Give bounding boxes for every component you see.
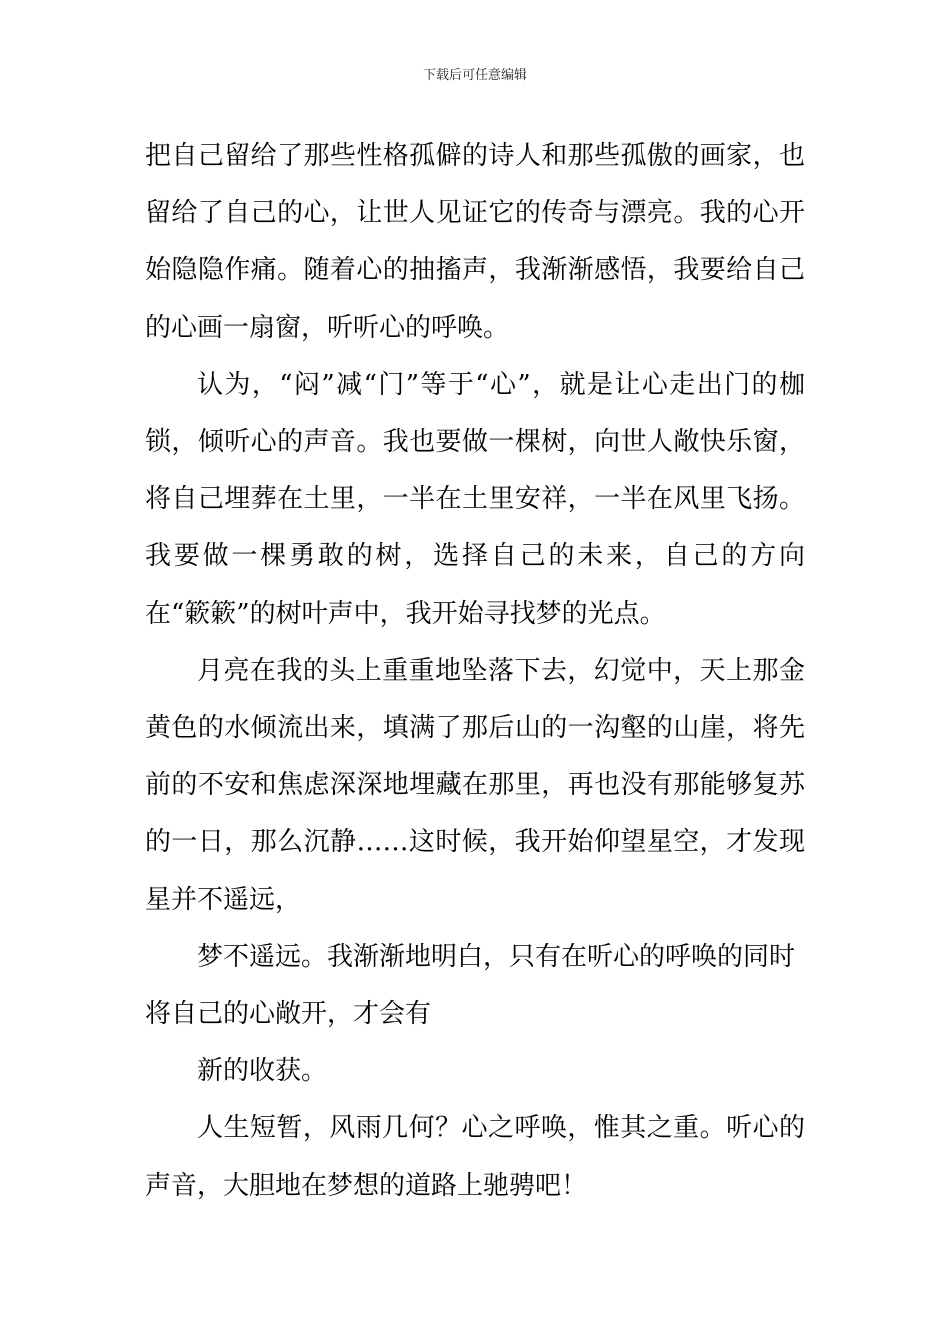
page-header: 下载后可任意编辑 xyxy=(422,68,527,83)
paragraph-2: 认为，“闷”减“门”等于“心”，就是让心走出门的枷锁，倾听心的声音。我也要做一棵树，向世人敞快乐窗，将自己埋葬在土里，一半在土里安祥，一半在风里飞扬。我要做一棵勇敢的树，选择自己的未来，自己的方向在“簌簌”的树叶声中，我开始寻找梦的光点。 xyxy=(145,369,805,629)
paragraph-6: 人生短暂，风雨几何？心之呼唤，惟其之重。听心的声音，大胆地在梦想的道路上驰骋吧！ xyxy=(145,1113,805,1201)
paragraph-1: 把自己留给了那些性格孤僻的诗人和那些孤傲的画家，也留给了自己的心，让世人见证它的传奇与漂亮。我的心开始隐隐作痛。随着心的抽搐声，我渐渐感悟，我要给自己的心画一扇窗，听听心的呼唤。 xyxy=(145,141,805,343)
paragraph-4-line-2: 将自己的心敞开，才会有 xyxy=(145,999,432,1030)
document-body xyxy=(145,128,805,1215)
paragraph-5: 新的收获。 xyxy=(197,1056,328,1087)
paragraph-3: 月亮在我的头上重重地坠落下去，幻觉中，天上那金黄色的水倾流出来，填满了那后山的一沟壑的山崖，将先前的不安和焦虑深深地埋藏在那里，再也没有那能够复苏的一日，那么沉静……这时候，我开始仰望星空，才发现星并不遥远， xyxy=(145,655,805,915)
paragraph-4-line-1: 梦不遥远。我渐渐地明白，只有在听心的呼唤的同时 xyxy=(197,941,796,972)
